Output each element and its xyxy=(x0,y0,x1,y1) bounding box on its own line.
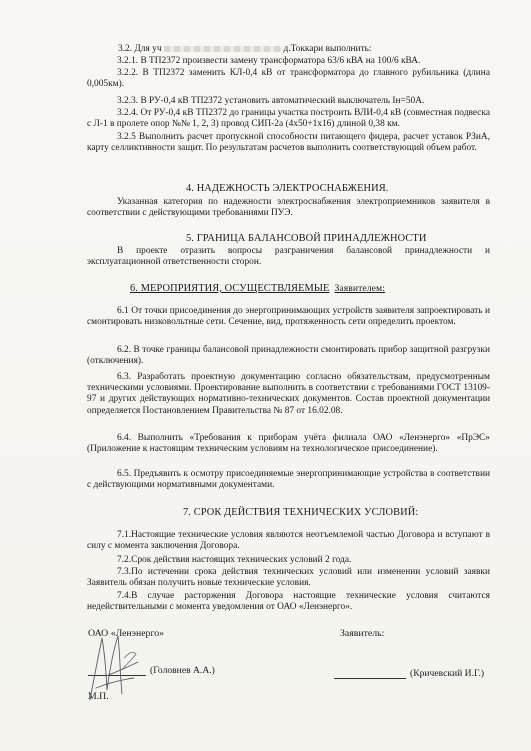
section-6-heading xyxy=(130,283,385,295)
section-4-body: Указанная категория по надежности электроснабжения электроприемников заявителя в соответствии с действующими требованиями ПУЭ. xyxy=(87,197,490,219)
section-5-heading: 5. ГРАНИЦА БАЛАНСОВОЙ ПРИНАДЛЕЖНОСТИ xyxy=(186,233,427,244)
handwritten-signature xyxy=(76,628,156,708)
right-signature-line xyxy=(334,678,406,679)
right-org-label: Заявитель: xyxy=(340,628,385,639)
clause-3-2-3: 3.2.3. В РУ-0,4 кВ ТП2372 установить автоматический выключатель Iн=50А. xyxy=(117,96,425,106)
clause-3-2-5: 3.2.5 Выполнить расчет пропускной способности питающего фидера, расчет уставок РЗиА, карту селликтивности защит. По результатам расчетов выполнить соответствующий объем работ. xyxy=(87,132,490,154)
section-5-body: В проекте отразить вопросы разграничения балансовой принадлежности и эксплуатационной ответственности сторон. xyxy=(87,246,490,268)
stamp-label: М.П. xyxy=(88,691,109,702)
redacted-address xyxy=(164,46,282,52)
clause-7-2: 7.2.Срок действия настоящих технических условий 2 года. xyxy=(117,555,352,565)
clause-3-2-end: д.Токкари выполнить: xyxy=(283,44,372,54)
clause-6-5: 6.5. Предъявить к осмотру присоединяемые энергопринимающие устройства в соответствии с действующими нормативными документами. xyxy=(87,469,490,491)
left-signatory-name: (Головнев А.А.) xyxy=(150,665,215,676)
clause-7-1: 7.1.Настоящие технические условия являются неотъемлемой частью Договора и вступают в силу с момента заключения Договора. xyxy=(87,530,490,552)
clause-3-2-1: 3.2.1. В ТП2372 произвести замену трансформатора 63/6 кВА на 100/6 кВА. xyxy=(117,56,421,66)
section-6-heading-main: 6. МЕРОПРИЯТИЯ, ОСУЩЕСТВЛЯЕМЫЕ xyxy=(130,283,330,294)
clause-6-2: 6.2. В точке границы балансовой принадлежности смонтировать прибор защитной разгрузки (отключения). xyxy=(87,345,490,367)
clause-7-4: 7.4.В случае расторжения Договора настоящие технические условия считаются недействительными с момента уведомления от ОАО «Ленэнерго». xyxy=(87,591,490,613)
clause-3-2-start: 3.2. Для уч xyxy=(118,44,162,54)
clause-6-4: 6.4. Выполнить «Требования к приборам учёта филиала ОАО «Ленэнерго» «ПрЭС» (Приложение к настоящим техническим условиям на технологическое присоединение). xyxy=(87,433,490,455)
section-4-heading: 4. НАДЕЖНОСТЬ ЭЛЕКТРОСНАБЖЕНИЯ. xyxy=(186,183,389,194)
section-6-heading-tail: Заявителем: xyxy=(334,283,385,294)
clause-3-2 xyxy=(118,44,372,55)
section-7-heading: 7. СРОК ДЕЙСТВИЯ ТЕХНИЧЕСКИХ УСЛОВИЙ: xyxy=(183,507,419,518)
left-org-label: ОАО «Ленэнерго» xyxy=(88,628,165,639)
clause-7-3: 7.3.По истечении срока действия технических условий или изменении условий заявки Заявитель обязан получить новые технические условия. xyxy=(87,567,490,589)
clause-3-2-2: 3.2.2. В ТП2372 заменить КЛ-0,4 кВ от трансформатора до главного рубильника (длина 0,005км). xyxy=(87,68,490,90)
clause-6-1: 6.1 От точки присоединения до энергопринимающих устройств заявителя запроектировать и смонтировать низковольтные сети. Сечение, вид, протяженность сети определить проектом. xyxy=(87,306,490,328)
clause-6-3: 6.3. Разработать проектную документацию согласно обязательствам, предусмотренным техническими условиями. Проектирование выполнить в соответствии с требованиями ГОСТ 13109-97 и других действующих нормативно-технических документов. Состав проектной документации определяется Постановлением Правительства № 87 от 16.02.08. xyxy=(87,372,490,416)
right-signatory-name: (Кричевский И.Г.) xyxy=(410,668,485,679)
clause-3-2-4: 3.2.4. От РУ-0,4 кВ ТП2372 до границы участка построить ВЛИ-0,4 кВ (совместная подвеска с Л-1 в пролете опор №№ 1, 2, 3) провод СИП-2а (4х50+1х16) длиной 0,38 км. xyxy=(87,108,490,130)
